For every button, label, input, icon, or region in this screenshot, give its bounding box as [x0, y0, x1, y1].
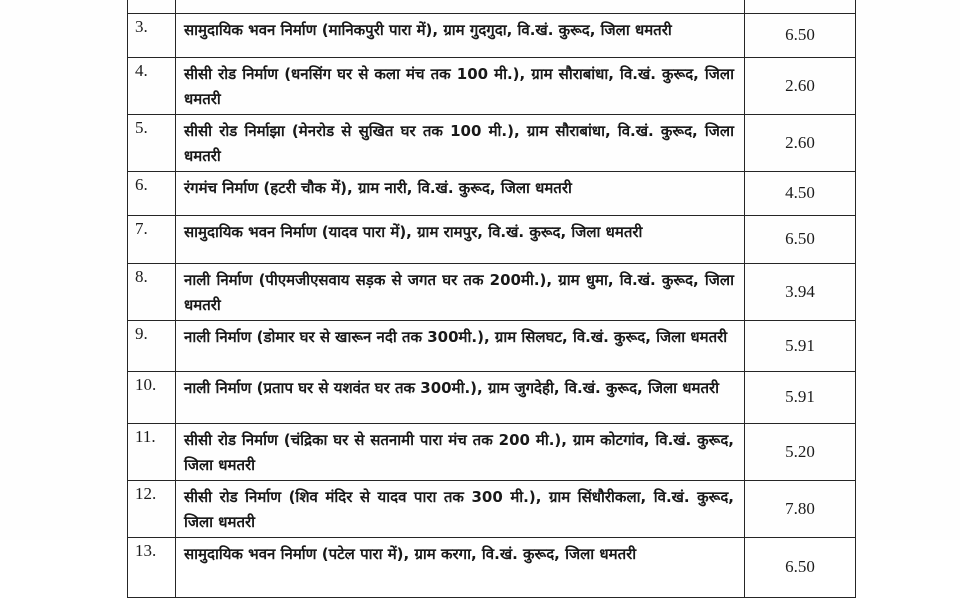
table-row	[128, 371, 856, 423]
works-table	[127, 0, 856, 598]
amount-cell	[745, 0, 856, 13]
serial-cell: 4.	[128, 57, 176, 114]
description-cell: सीसी रोड निर्माझा (मेनरोड से सुखित घर तक 100 मी.), ग्राम सौराबांधा, वि.खं. कुरूद, जिला धमतरी	[176, 114, 745, 171]
table-row	[128, 537, 856, 597]
description-cell: सीसी रोड निर्माण (शिव मंदिर से यादव पारा तक 300 मी.), ग्राम सिंधौरीकला, वि.खं. कुरूद, जिला धमतरी	[176, 480, 745, 537]
serial-cell: 12.	[128, 480, 176, 537]
description-cell: सामुदायिक भवन निर्माण (मानिकपुरी पारा में), ग्राम गुदगुदा, वि.खं. कुरूद, जिला धमतरी	[176, 13, 745, 57]
serial-cell: 10.	[128, 371, 176, 423]
description-cell: सामुदायिक भवन निर्माण (पटेल पारा में), ग्राम करगा, वि.खं. कुरूद, जिला धमतरी	[176, 537, 745, 597]
serial-cell: 7.	[128, 215, 176, 263]
amount-cell: 4.50	[745, 171, 856, 215]
serial-cell	[128, 0, 176, 13]
amount-cell: 7.80	[745, 480, 856, 537]
table-row	[128, 480, 856, 537]
description-cell: सीसी रोड निर्माण (चंद्रिका घर से सतनामी पारा मंच तक 200 मी.), ग्राम कोटगांव, वि.खं. कुरूद, जिला धमतरी	[176, 423, 745, 480]
description-cell: नाली निर्माण (प्रताप घर से यशवंत घर तक 300मी.), ग्राम जुगदेही, वि.खं. कुरूद, जिला धमतरी	[176, 371, 745, 423]
amount-cell: 6.50	[745, 215, 856, 263]
serial-cell: 11.	[128, 423, 176, 480]
table-row	[128, 423, 856, 480]
serial-cell: 13.	[128, 537, 176, 597]
table-row	[128, 114, 856, 171]
amount-cell: 5.20	[745, 423, 856, 480]
description-cell: सामुदायिक भवन निर्माण (यादव पारा में), ग्राम रामपुर, वि.खं. कुरूद, जिला धमतरी	[176, 215, 745, 263]
amount-cell: 2.60	[745, 57, 856, 114]
description-cell: सीसी रोड निर्माण (धनसिंग घर से कला मंच तक 100 मी.), ग्राम सौराबांधा, वि.खं. कुरूद, जिला धमतरी	[176, 57, 745, 114]
table-row	[128, 57, 856, 114]
amount-cell: 2.60	[745, 114, 856, 171]
serial-cell: 6.	[128, 171, 176, 215]
amount-cell: 6.50	[745, 537, 856, 597]
table-row	[128, 263, 856, 320]
table-row	[128, 320, 856, 371]
serial-cell: 3.	[128, 13, 176, 57]
table-row	[128, 13, 856, 57]
description-cell: रंगमंच निर्माण (हटरी चौक में), ग्राम नारी, वि.खं. कुरूद, जिला धमतरी	[176, 171, 745, 215]
cropped-row	[128, 0, 856, 13]
amount-cell: 5.91	[745, 371, 856, 423]
amount-cell: 6.50	[745, 13, 856, 57]
table-body	[128, 0, 856, 597]
serial-cell: 9.	[128, 320, 176, 371]
table-row	[128, 171, 856, 215]
description-cell: नाली निर्माण (डोमार घर से खारून नदी तक 300मी.), ग्राम सिलघट, वि.खं. कुरूद, जिला धमतरी	[176, 320, 745, 371]
description-cell	[176, 0, 745, 13]
amount-cell: 3.94	[745, 263, 856, 320]
serial-cell: 5.	[128, 114, 176, 171]
serial-cell: 8.	[128, 263, 176, 320]
amount-cell: 5.91	[745, 320, 856, 371]
description-cell: नाली निर्माण (पीएमजीएसवाय सड़क से जगत घर तक 200मी.), ग्राम धुमा, वि.खं. कुरूद, जिला धमतरी	[176, 263, 745, 320]
table-row	[128, 215, 856, 263]
